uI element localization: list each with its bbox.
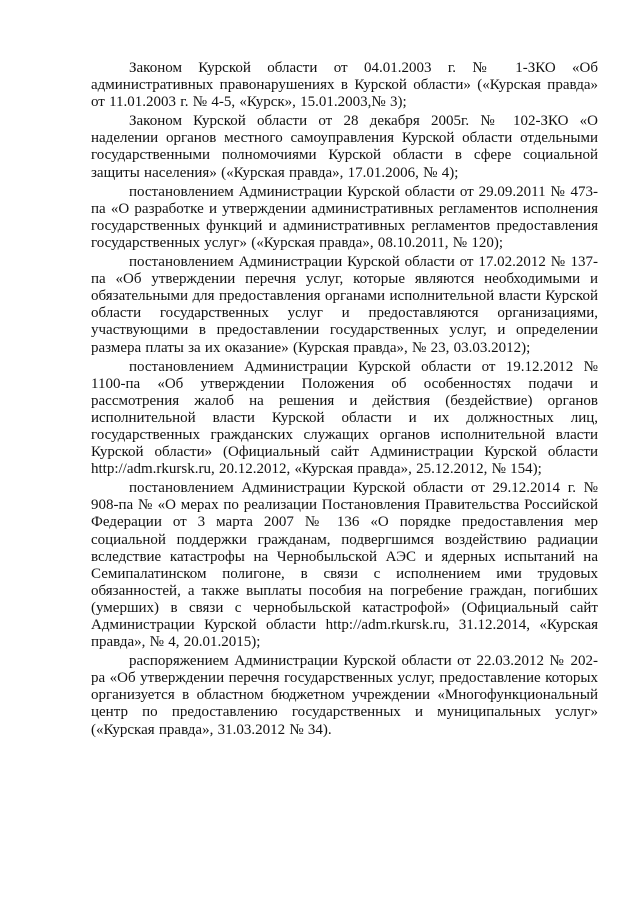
decree-reference-paragraph: постановлением Администрации Курской области от 29.12.2014 г. № 908-па № «О мерах по реализации Постановления Правительства Российской Федерации от 3 марта 2007 № 136 «О порядке предоставления мер социальной поддержки гражданам, подвергшимся воздействию радиации вследствие катастрофы на Чернобыльской АЭС и ядерных испытаний на Семипалатинском полигоне, в связи с исполнением ими трудовых обязанностей, а также выплаты пособия на погребение граждан, погибших (умерших) в связи с чернобыльской катастрофой» (Официальный сайт Администрации Курской области http://adm.rkursk.ru, 31.12.2014, «Курская правда», № 4, 20.01.2015); xyxy=(91,480,598,651)
document-page xyxy=(91,60,598,741)
order-reference-paragraph: распоряжением Администрации Курской области от 22.03.2012 № 202-ра «Об утверждении перечня государственных услуг, предоставление которых организуется в областном бюджетном учреждении «Многофункциональный центр по предоставлению государственных и муниципальных услуг» («Курская правда», 31.03.2012 № 34). xyxy=(91,653,598,738)
law-reference-paragraph: Законом Курской области от 04.01.2003 г. № 1-ЗКО «Об административных правонарушениях в Курской области» («Курская правда» от 11.01.2003 г. № 4-5, «Курск», 15.01.2003,№ 3); xyxy=(91,60,598,111)
decree-reference-paragraph: постановлением Администрации Курской области от 29.09.2011 № 473-па «О разработке и утверждении административных регламентов исполнения государственных функций и административных регламентов предоставления государственных услуг» («Курская правда», 08.10.2011, № 120); xyxy=(91,183,598,251)
decree-reference-paragraph: постановлением Администрации Курской области от 19.12.2012 № 1100-па «Об утверждении Положения об особенностях подачи и рассмотрения жалоб на решения и действия (бездействие) органов исполнительной власти Курской области и их должностных лиц, государственных гражданских служащих органов исполнительной власти Курской области» (Официальный сайт Администрации Курской области http://adm.rkursk.ru, 20.12.2012, «Курская правда», 25.12.2012, № 154); xyxy=(91,358,598,478)
law-reference-paragraph: Законом Курской области от 28 декабря 2005г. № 102-ЗКО «О наделении органов местного самоуправления Курской области отдельными государственными полномочиями Курской области в сфере социальной защиты населения» («Курская правда», 17.01.2006, № 4); xyxy=(91,113,598,181)
decree-reference-paragraph: постановлением Администрации Курской области от 17.02.2012 № 137-па «Об утверждении перечня услуг, которые являются необходимыми и обязательными для предоставления органами исполнительной власти Курской области государственных услуг и предоставляются организациями, участвующими в предоставлении государственных услуг, и определении размера платы за их оказание» (Курская правда», № 23, 03.03.2012); xyxy=(91,254,598,356)
